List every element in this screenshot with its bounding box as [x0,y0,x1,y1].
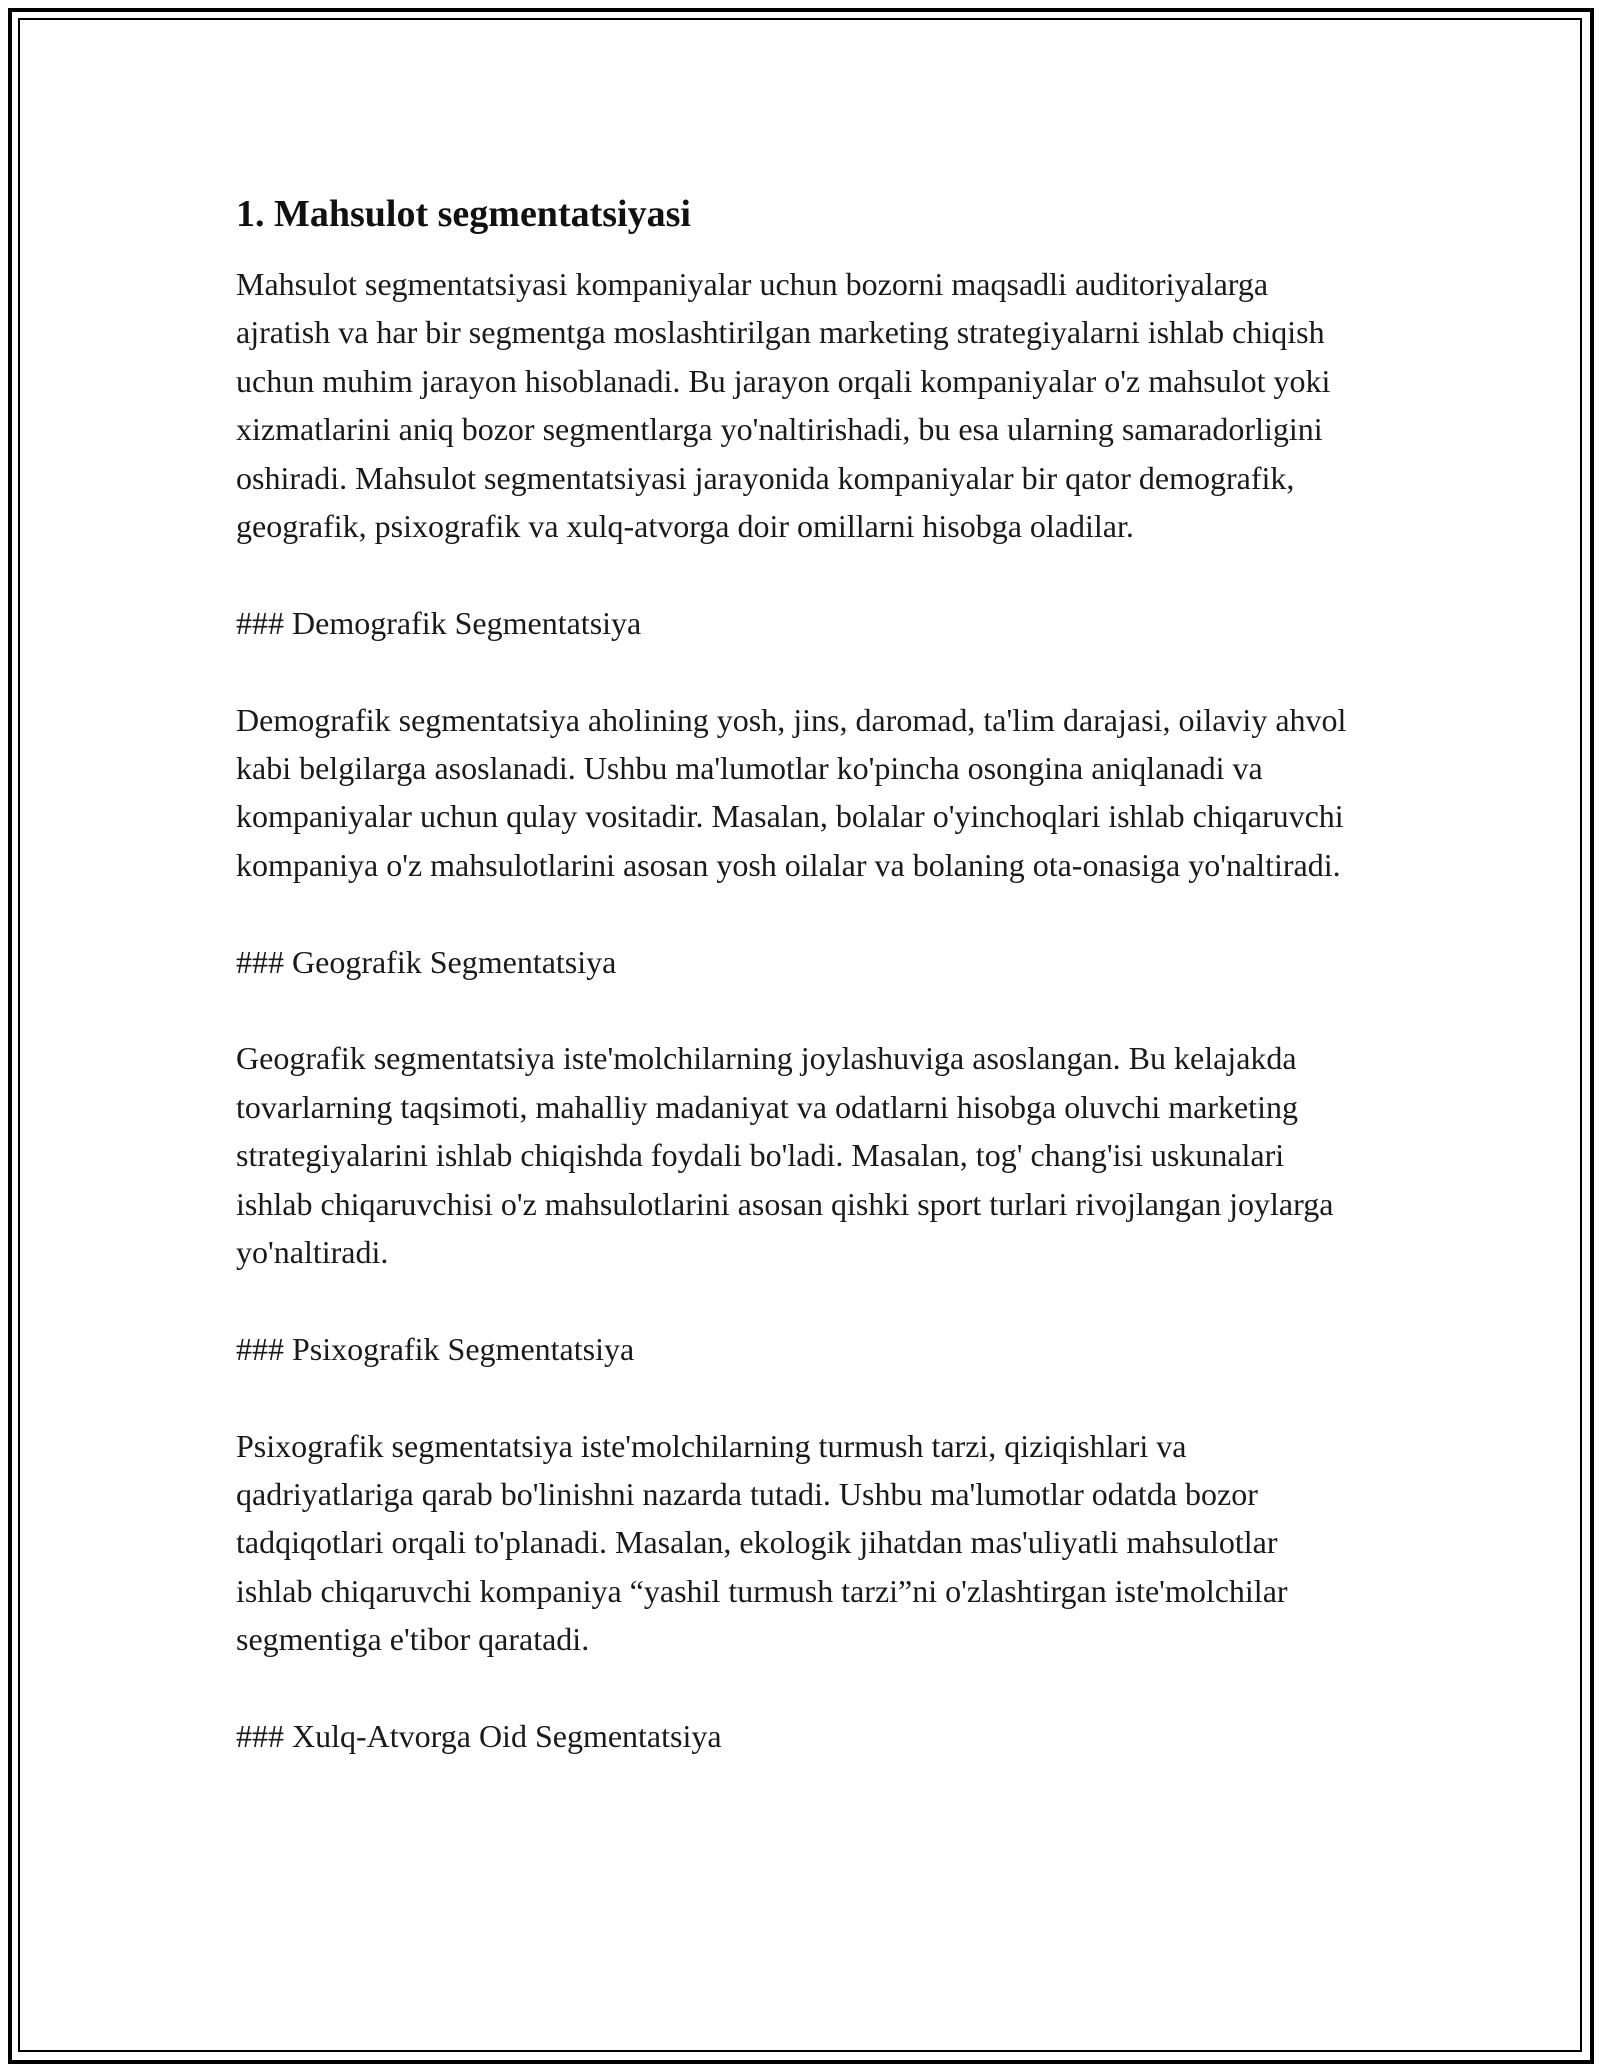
section-heading-geografik: ### Geografik Segmentatsiya [236,943,617,980]
section-body-geografik: Geografik segmentatsiya iste'molchilarning joylashuviga asoslangan. Bu kelajakda tovarlarning taqsimoti, mahalliy madaniyat va odatlarni hisobga oluvchi marketing strategiyalarini ishlab chiqishda foydali bo'ladi. Masalan, tog' chang'isi uskunalari ishlab chiqaruvchisi o'z mahsulotlarini asosan qishki sport turlari rivojlangan joylarga yo'naltiradi. [236,1040,1334,1271]
document-content [236,188,1356,1809]
section-heading-psixografik: ### Psixografik Segmentatsiya [236,1330,635,1367]
section-body-demografik: Demografik segmentatsiya aholining yosh, jins, daromad, ta'lim darajasi, oilaviy ahvol kabi belgilarga asoslanadi. Ushbu ma'lumotlar ko'pincha osongina aniqlanadi va kompaniyalar uchun qulay vositadir. Masalan, bolalar o'yinchoqlari ishlab chiqaruvchi kompaniya o'z mahsulotlarini asosan yosh oilalar va bolaning ota-onasiga yo'naltiradi. [236,701,1347,883]
intro-paragraph: Mahsulot segmentatsiyasi kompaniyalar uchun bozorni maqsadli auditoriyalarga ajratish va har bir segmentga moslashtirilgan marketing strategiyalarni ishlab chiqish uchun muhim jarayon hisoblanadi. Bu jarayon orqali kompaniyalar o'z mahsulot yoki xizmatlarini aniq bozor segmentlarga yo'naltirishadi, bu esa ularning samaradorligini oshiradi. Mahsulot segmentatsiyasi jarayonida kompaniyalar bir qator demografik, geografik, psixografik va xulq-atvorga doir omillarni hisobga oladilar. [236,266,1331,545]
document-title: 1. Mahsulot segmentatsiyasi [236,193,691,235]
section-heading-xulq-atvor: ### Xulq-Atvorga Oid Segmentatsiya [236,1718,722,1755]
section-heading-demografik: ### Demografik Segmentatsiya [236,604,642,641]
section-body-psixografik: Psixografik segmentatsiya iste'molchilarning turmush tarzi, qiziqishlari va qadriyatlariga qarab bo'linishni nazarda tutadi. Ushbu ma'lumotlar odatda bozor tadqiqotlari orqali to'planadi. Masalan, ekologik jihatdan mas'uliyatli mahsulotlar ishlab chiqaruvchi kompaniya “yashil turmush tarzi”ni o'zlashtirgan iste'molchilar segmentiga e'tibor qaratadi. [236,1427,1288,1658]
